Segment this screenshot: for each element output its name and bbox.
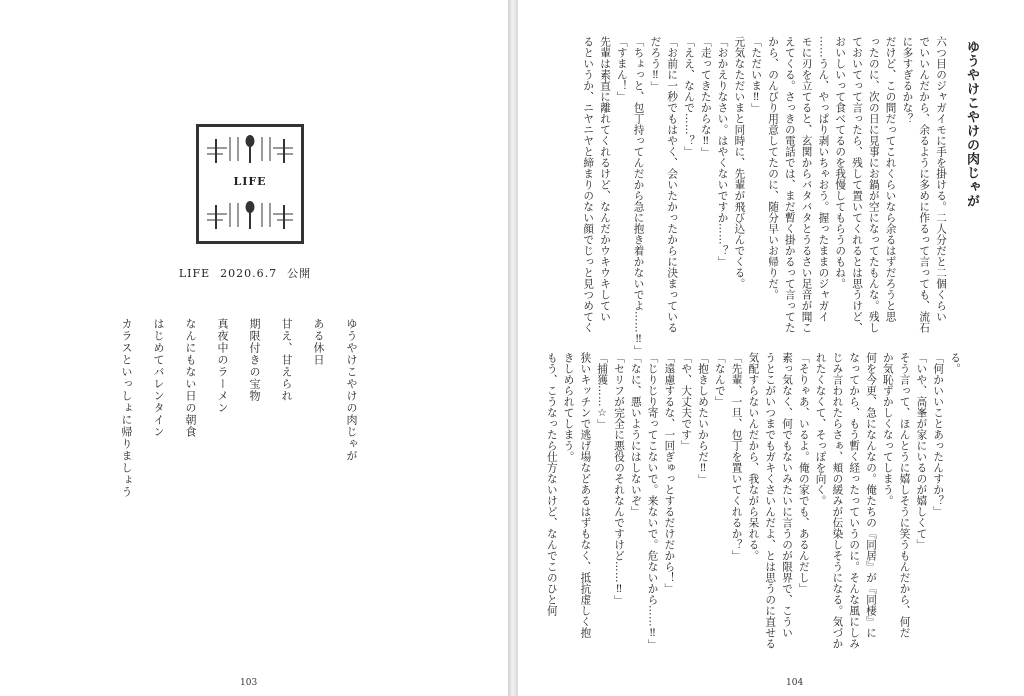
text-line: 「なんで」 [713,352,726,407]
text-line: 「なに、悪いようにはしないぞ」 [629,352,642,517]
text-line: うとこがいつまでもガキくさいんだよ、とは思うのに直せる [764,352,777,649]
text-line: 「すまん！」 [615,36,628,102]
text-line: か気恥ずかしくなってしまう。 [881,352,894,506]
book-gutter [508,0,518,696]
toc-item: ゆうやけこやけの肉じゃが [345,318,358,462]
text-line: 六つ目のジャガイモに手を掛ける。二人分だと二個くらい [935,36,947,322]
publication-title: LIFE [178,267,211,280]
text-line: る。 [949,352,961,374]
text-line: ったのに、次の日に見事にお鍋が空になってたもんな。残し [867,36,880,333]
text-line: だけど、この間だってこれくらいなら余るはずだろうと思 [884,36,897,322]
text-line: 「や、大丈夫です」 [680,352,693,451]
toc-item: 真夜中のラーメン [216,318,229,414]
logo-text: LIFE [233,175,267,188]
toc-item: なんにもない日の朝食 [184,318,197,438]
text-line: 「遠慮するな、一回ぎゅっとするだけだから！」 [663,352,676,594]
text-line: おいしいって食べてるのを我慢してもらうのもね。 [834,36,847,289]
text-line: 「何かいいことあったんすか？」 [932,352,945,517]
text-line: だろう‼」 [649,36,662,93]
text-line: 「先輩、一旦、包丁を置いてくれるか？」 [730,352,743,561]
text-line: に多すぎるかな？ [901,36,914,124]
text-line: から、のんびり用意してたのに、随分早いお帰りだ。 [767,36,779,300]
page-number: 104 [786,678,804,688]
page-number: 103 [240,678,258,688]
text-line: 何を今更、急になんなの。俺たちの『同居』が『同棲』に [865,352,877,638]
text-line: もう、こうなったら仕方ないけど、なんでこのひと何 [545,352,558,616]
text-line: 狭いキッチンで逃げ場などあるはずもなく、抵抗虚しく抱 [579,352,592,638]
text-line: 「お前に一秒でもはやく、会いたかったからに決まっている [666,36,679,333]
text-line: じみ言われたらさぁ、頬の緩みが伝染しそうになる。気づか [831,352,844,649]
text-line: 元気なただいまと同時に、先輩が飛び込んでくる。 [733,36,746,289]
life-logo [196,124,304,244]
toc-item: 期限付きの宝物 [248,318,261,402]
text-line: 「いや、高峯が家にいるのが嬉しくて」 [915,352,928,550]
text-line: 「ただいま‼」 [750,36,763,115]
text-line: ……うん、やっぱり剥いちゃおう。握ったままのジャガイ [817,36,830,322]
left-page [0,0,508,696]
text-line: 先輩は素直に離れてくれるけど、なんだかウキウキしてい [599,36,611,322]
text-line: なってから、もう暫く経ったっていうのに。そんな風にしみ [848,352,861,649]
text-line: きしめられてしまう。 [562,352,575,462]
text-line: 「ちょっと、包丁持ってんだから急に抱き着かないでよ……‼」 [632,36,645,357]
text-line: 「抱きしめたいからだ‼」 [697,352,709,486]
toc-item: はじめてバレンタイン [152,318,165,438]
text-line: モに刃を立てると、玄関からバタバタとうるさい足音が聞こ [800,36,813,333]
text-line: 「じりじり寄ってこないで。来ないで。危ないから……‼」 [646,352,659,651]
story-title: ゆうやけこやけの肉じゃが [964,40,979,208]
text-line: でいいんだから、余るように多めに作るって言っても、流石 [918,36,931,333]
text-line: えてくる。さっきの電話では、まだ暫く掛かるって言ってた [783,36,796,333]
text-line: そう言って、ほんとうに嬉しそうに笑うもんだから、何だ [898,352,911,638]
toc-item: ある休日 [312,318,325,366]
text-line: 「捕獲……☆」 [596,352,609,431]
text-line: 「セリフが完全に悪役のそれなんですけど……‼」 [613,352,625,607]
publication-date: 2020.6.7 [220,267,278,280]
publication-status: 公開 [287,267,312,280]
text-line: るというか、ニヤニヤと締まりのない顔でじっと見つめてく [582,36,595,333]
text-line: 素っ気なく、何でもないみたいに言うのが限界で、こうい [781,352,793,638]
text-line: 「ええ、なんで……？」 [683,36,695,157]
text-line: 「おかえりなさい。はやくないですか……？」 [716,36,729,267]
toc-item: カラスといっしょに帰りましょう [120,318,133,498]
text-line: 「そりゃあ、いるよ。俺の家でも、あるんだし」 [797,352,810,594]
publication-line [160,265,340,281]
toc-item: 甘え、甘えられ [280,318,293,402]
text-line: 気配すらないんだから、我ながら呆れる。 [747,352,760,561]
text-line: 「走ってきたからな‼」 [699,36,712,159]
text-line: ておいてって言ったら、残して置いてくれるとは思うけど、 [851,36,863,333]
text-line: れたくなくて、そっぽを向く。 [814,352,827,506]
